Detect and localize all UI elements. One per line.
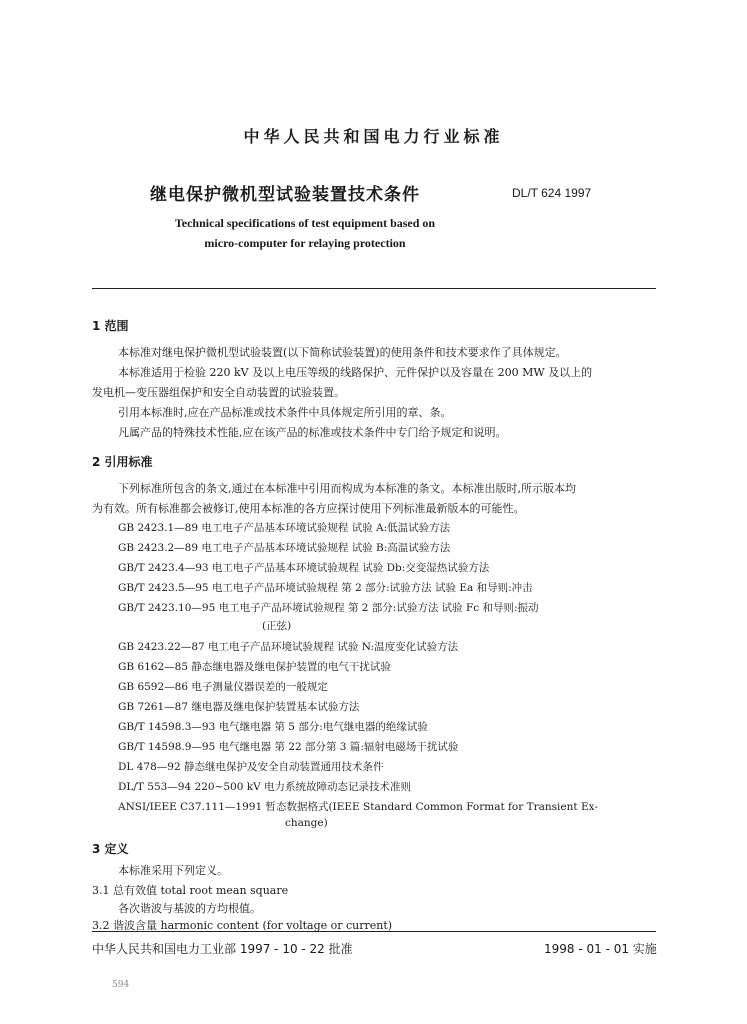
- section-1-heading: 1 范围: [92, 319, 129, 333]
- reference-item: GB/T 2423.4—93 电工电子产品基本环境试验规程 试验 Db:交变湿热试验方法: [118, 562, 490, 574]
- standard-title: 中华人民共和国电力行业标准: [243, 127, 504, 146]
- english-title-line-1: Technical specifications of test equipment based on: [174, 216, 436, 230]
- definition-3-1-text: 各次谐波与基波的方均根值。: [118, 902, 261, 915]
- reference-item: GB 6592—86 电子测量仪器误差的一般规定: [118, 681, 328, 693]
- definition-3-1-term: 3.1 总有效值 total root mean square: [92, 884, 289, 897]
- reference-item: GB 6162—85 静态继电器及继电保护装置的电气干扰试验: [118, 661, 391, 673]
- reference-item: ANSI/IEEE C37.111—1991 暂态数据格式(IEEE Standard Common Format for Transient Ex-: [118, 801, 598, 813]
- document-number: DL/T 624 1997: [512, 186, 592, 200]
- reference-item: GB 2423.2—89 电工电子产品基本环境试验规程 试验 B:高温试验方法: [118, 542, 451, 554]
- reference-item: GB/T 14598.3—93 电气继电器 第 5 部分:电气继电器的绝缘试验: [118, 721, 428, 733]
- section-3-intro: 本标准采用下列定义。: [118, 864, 228, 877]
- bottom-rule: [92, 931, 656, 932]
- section-2-intro-1: 下列标准所包含的条文,通过在本标准中引用而构成为本标准的条文。本标准出版时,所示版本均: [118, 482, 576, 495]
- reference-item: GB/T 2423.10—95 电工电子产品环境试验规程 第 2 部分:试验方法 试验 Fc 和导则:振动: [118, 602, 539, 614]
- section-1-line-1: 本标准对继电保护微机型试验装置(以下简称试验装置)的使用条件和技术要求作了具体规定。: [118, 346, 567, 359]
- reference-item-continuation: (正弦): [262, 620, 292, 632]
- section-1-line-4: 引用本标准时,应在产品标准或技术条件中具体规定所引用的章、条。: [118, 406, 452, 419]
- reference-item: GB/T 2423.5—95 电工电子产品环境试验规程 第 2 部分:试验方法 试验 Ea 和导则:冲击: [118, 582, 533, 594]
- section-2-intro-2: 为有效。所有标准都会被修订,使用本标准的各方应探讨使用下列标准最新版本的可能性。: [92, 502, 525, 515]
- document-title: 继电保护微机型试验装置技术条件: [150, 185, 420, 205]
- english-title-line-2: micro-computer for relaying protection: [204, 236, 406, 250]
- reference-item: GB 2423.22—87 电工电子产品环境试验规程 试验 N:温度变化试验方法: [118, 641, 459, 653]
- section-1-line-3: 发电机—变压器组保护和安全自动装置的试验装置。: [92, 386, 345, 399]
- approval-line: 中华人民共和国电力工业部 1997 - 10 - 22 批准: [92, 942, 353, 956]
- section-1-line-2: 本标准适用于检验 220 kV 及以上电压等级的线路保护、元件保护以及容量在 200 MW 及以上的: [118, 366, 593, 379]
- reference-item: DL/T 553—94 220~500 kV 电力系统故障动态记录技术准则: [118, 781, 412, 793]
- top-rule: [92, 288, 656, 289]
- definition-3-2-term: 3.2 谐波含量 harmonic content (for voltage or current): [92, 919, 393, 932]
- implementation-line: 1998 - 01 - 01 实施: [544, 942, 657, 956]
- reference-item-continuation: change): [285, 817, 328, 829]
- section-3-heading: 3 定义: [92, 842, 129, 856]
- reference-item: GB 2423.1—89 电工电子产品基本环境试验规程 试验 A:低温试验方法: [118, 522, 451, 534]
- reference-item: DL 478—92 静态继电保护及安全自动装置通用技术条件: [118, 761, 384, 773]
- section-2-heading: 2 引用标准: [92, 455, 153, 469]
- section-1-line-5: 凡属产品的特殊技术性能,应在该产品的标准或技术条件中专门给予规定和说明。: [118, 426, 507, 439]
- reference-item: GB/T 14598.9—95 电气继电器 第 22 部分第 3 篇:辐射电磁场干扰试验: [118, 741, 459, 753]
- page-number: 594: [112, 980, 130, 990]
- reference-item: GB 7261—87 继电器及继电保护装置基本试验方法: [118, 701, 360, 713]
